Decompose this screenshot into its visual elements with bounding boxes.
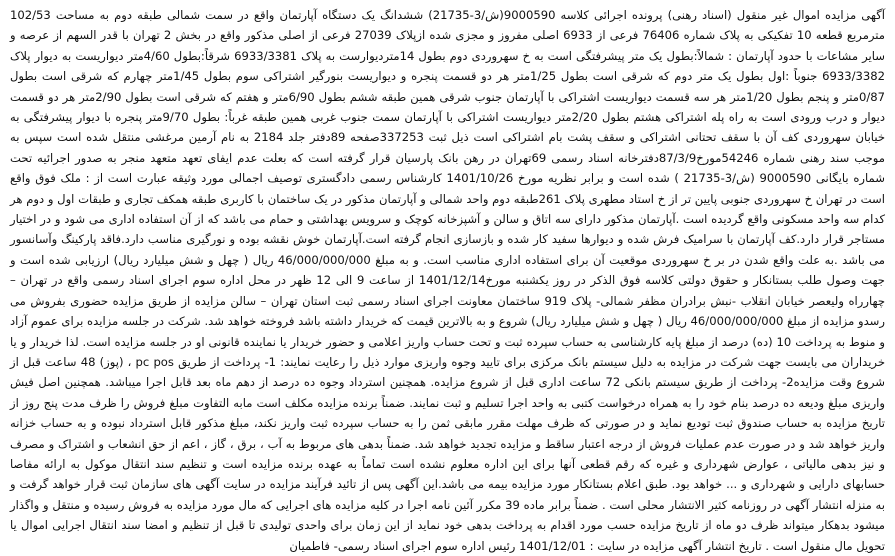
- notice-body-text: آگهی مزایده اموال غیر منقول (اسناد رهنی) پرونده اجرائی کلاسه 9000590(ش/3-21735) ششدانگ یک دستگاه آپارتمان واقع در سمت شمالی طبقه دوم به مساحت 102/53 مترمربع قطعه 10 تفکیکی به پلاک شماره 76406 فرعی از 6933 اصلی مفروز و مجزی شده ازپلاک 27039 فرعی از اصلی مذکور واقع در بخش 2 تهران با قدر السهم از عرصه و سایر مشاعات با حدود آپارتمان : شمالاً:بطول یک متر پیشرفتگی است به خ سهروردی دوم بطول 14متردیوارست به پلاک 6933/3381 شرقاً:بطول 4/60متر دیواریست به دیوار پلاک 6933/3382 جنوباً :اول بطول یک متر دوم که شرقی است بطول 1/25متر هر دو قسمت پنجره و دیواریست بنورگیر اشتراکی سوم بطول 1/45متر چهارم که شرقی است بطول 0/87متر و پنجم بطول 1/20متر هر سه قسمت دیواریست اشتراکی با آپارتمان جنوب شرقی همین طبقه ششم بطول 6/90متر و هفتم که شرقی است بطول 2/90متر هر دو قسمت دیوار و درب ورودی است به راه پله اشتراکی هشتم بطول 2/20متر دیواریست اشتراکی با آپارتمان سمت جنوب غربی همین طبقه غرباً: بطول 9/70متر پنجره با دیوار پیشرفتگی به خیابان سهروردی کف آن با سقف تحتانی اشتراکی و سقف پشت بام اشتراکی است ذیل ثبت 337253صفحه 89دفتر جلد 2184 به نام آرمین مرغشی منتقل شده است سپس به موجب سند رهنی شماره 54246مورخ87/3/9دفترخانه اسناد رسمی 69تهران در رهن بانک پارسیان قرار گرفته است که بعلت عدم ایفای تعهد متعهد منجر به صدور اجرائیه تحت شماره بایگانی 9000590 (ش/3-21735 ) شده است و برابر نظریه مورخ 1401/10/26 کارشناس رسمی دادگستری توصیف اجمالی مورد وثیقه عبارت است از : ملک فوق واقع است در تهران خ سهروردی جنوبی پایین تر از خ استاد مطهری پلاک 261طبقه دوم واحد شمالی و آپارتمان مذکور در یک ساختمان با کاربری طبقه همکف تجاری و طبقات اول و دوم هر کدام سه واحد مسکونی واقع گردیده است .آپارتمان مذکور دارای سه اتاق و سالن و آشپزخانه کوچک و سرویس بهداشتی و حمام می باشد که از آن استفاده اداری می شود و در اختیار مستاجر قرار دارد.کف آپارتمان با سرامیک فرش شده و دیوارها سفید کار شده و بازسازی انجام گرفته است.آپارتمان خوش نقشه بوده و نورگیری مناسب دارد.فاقد پارکینگ وآسانسور می باشد .به علت واقع شدن در بر خ سهروردی موقعیت آن برای استفاده اداری مناسب است. و به مبلغ 46/000/000/000 ریال ( چهل و شش میلیارد ریال) ارزیابی شده است و جهت وصول طلب بستانکار و حقوق دولتی کلاسه فوق الذکر در روز یکشنبه مورخ1401/12/14 از ساعت 9 الی 12 ظهر در محل اداره سوم اجرای اسناد رسمی واقع در تهران – چهارراه ولیعصر خیابان انقلاب -نبش برادران مظفر شمالی- پلاک 919 ساختمان معاونت اجرای اسناد رسمی ثبت استان تهران – سالن مزایده از طریق مزایده حضوری بفروش می رسدو مزایده از مبلغ 46/000/000/000 ریال ( چهل و شش میلیارد ریال) شروع و به بالاترین قیمت که خریدار داشته باشد فروخته خواهد شد. شرکت در جلسه مزایده برای عموم آزاد و منوط به پرداخت 10 (ده) درصد از مبلغ پایه کارشناسی به حساب سپرده ثبت و تحت حساب واریز اعلامی و حضور خریدار یا نماینده قانونی او در جلسه مزایده است. لذا خریدار و یا خریداران می بایست جهت شرکت در مزایده به دلیل سیستم بانک مرکزی برای تایید وجوه واریزی موارد ذیل را رعایت نمایند: 1- پرداخت از طریق pc pos ، (پوز) 48 ساعت قبل از شروع وقت مزایده2- پرداخت از طریق سیستم بانکی 72 ساعت اداری قبل از شروع مزایده. همچنین استرداد وجوه ده درصد از دهم ماه بعد قابل اجرا میباشد. همچنین اصل فیش واریزی مبلغ ودیعه ده درصد بنام خود را به همراه درخواست کتبی به واحد اجرا تسلیم و ثبت نمایند. ضمناً برنده مزایده مکلف است مابه التفاوت مبلغ فروش را ظرف مدت پنج روز از تاریخ مزایده به حساب صندوق ثبت تودیع نماید و در صورتی که ظرف مهلت مقرر مابقی ثمن را به حساب سپرده ثبت واریز نکند، مبلغ مذکور قابل استرداد نبوده و به حساب خزانه واریز خواهد شد و در صورت عدم عملیات فروش از درجه اعتبار ساقط و مزایده تجدید خواهد شد. ضمناً بدهی های مربوط به آب ، برق ، گاز ، اعم از حق انشعاب و اشتراک و مصرف و نیز بدهی مالیاتی ، عوارض شهرداری و غیره که رقم قطعی آنها برای این اداره معلوم نشده است تماماً به عهده برنده مزایده است و تنظیم سند انتقال موکول به ارائه مفاصا حسابهای دارایی و شهرداری و ... خواهد بود. طبق اعلام بستانکار مورد مزایده بیمه می باشد.این آگهی پس از تائید فرآیند مزایده در سایت آگهی های سازمان ثبت قرار خواهد گرفت و به منزله انتشار آگهی در روزنامه کثیر الانتشار محلی است . ضمناً برابر ماده 39 مکرر آئین نامه اجرا در کلیه مزایده های اجرایی که مال مورد مزایده به فروش رسیده و منتقل و واگذار میشود بدهکار میتواند ظرف دو ماه از تاریخ مزایده حسب مورد اقدام به پرداخت بدهی خود نماید از این زمان برای واحدی تولیدی تا قبل از تنظیم و امضا سند انتقال اجرایی اموال یا تحویل مال منقول است . تاریخ انتشار آگهی مزایده در سایت : 1401/12/01 رئیس اداره سوم اجرای اسناد رسمی- فاطمیان: [10, 8, 886, 553]
